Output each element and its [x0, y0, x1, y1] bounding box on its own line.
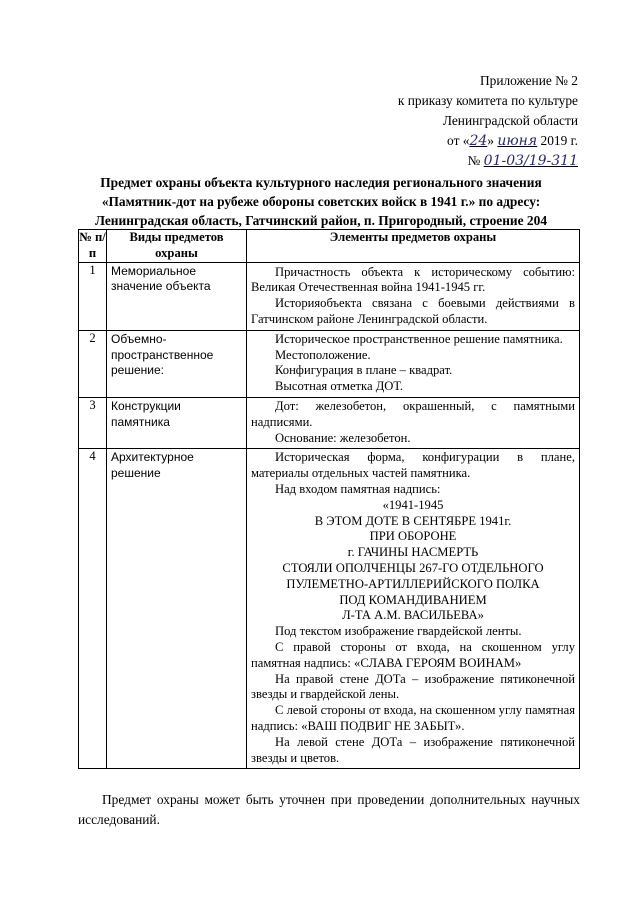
row-number: 2 — [79, 330, 107, 397]
element-text: На левой стене ДОТа – изображение пятиконечной звезды и цветов. — [251, 734, 575, 765]
row-number: 3 — [79, 397, 107, 448]
inscription-line: СТОЯЛИ ОПОЛЧЕНЦЫ 267-ГО ОТДЕЛЬНОГО — [282, 560, 544, 575]
inscription-line: В ЭТОМ ДОТЕ В СЕНТЯБРЕ 1941г. — [314, 513, 512, 528]
row-kind: Мемориальное значение объекта — [107, 262, 247, 330]
element-text: Дот: железобетон, окрашенный, с памятными надписями. — [251, 398, 575, 429]
inscription-line: «1941-1945 — [382, 497, 444, 512]
row-elements — [247, 449, 580, 769]
order-number — [398, 151, 578, 171]
element-text: Над входом памятная надпись: — [275, 481, 441, 496]
appendix-line: к приказу комитета по культуре — [397, 93, 578, 108]
element-text: На правой стене ДОТа – изображение пятиконечной звезды и гвардейской лены. — [251, 671, 575, 702]
element-text: Историческая форма, конфигурации в плане, материалы отдельных частей памятника. — [251, 450, 575, 481]
table-row — [79, 262, 580, 330]
header-elements: Элементы предметов охраны — [247, 230, 580, 263]
element-text: Конфигурация в плане – квадрат. — [275, 363, 453, 378]
number-prefix: № — [467, 153, 484, 168]
row-kind: Архитектурное решение — [107, 449, 247, 769]
inscription-line: ПОД КОМАНДИВАНИЕМ — [339, 592, 487, 607]
document-title — [62, 173, 580, 230]
date-year: 2019 г. — [537, 133, 578, 148]
date-prefix: от « — [447, 133, 470, 148]
table-row — [79, 449, 580, 769]
appendix-line: Ленинградской области — [442, 113, 578, 128]
element-text: Основание: железобетон. — [275, 430, 411, 445]
table-row — [79, 330, 580, 397]
row-elements — [247, 397, 580, 448]
element-text: Историческое пространственное решение памятника. — [275, 331, 563, 346]
header-num: № п/п — [79, 230, 107, 263]
title-line: Ленинградская область, Гатчинский район, п. Пригородный, строение 204 — [94, 213, 548, 228]
row-number: 4 — [79, 449, 107, 769]
appendix-line: Приложение № 2 — [479, 73, 578, 88]
handwritten-number: 01-03/19-311 — [483, 153, 578, 169]
table-header-row — [79, 230, 580, 263]
element-text: Историяобъекта связана с боевыми действиями в Гатчинском районе Ленинградской области. — [251, 296, 575, 326]
appendix-block — [398, 71, 578, 171]
header-kinds: Виды предметов охраны — [107, 230, 247, 263]
table-row — [79, 397, 580, 448]
element-text: Местоположение. — [275, 347, 371, 362]
row-kind: Конструкции памятника — [107, 397, 247, 448]
inscription-line: ПУЛЕМЕТНО-АРТИЛЛЕРИЙСКОГО ПОЛКА — [286, 576, 540, 591]
element-text: Под текстом изображение гвардейской ленты. — [275, 624, 522, 639]
row-elements — [247, 262, 580, 330]
row-number: 1 — [79, 262, 107, 330]
element-text: С левой стороны от входа, на скошенном углу памятная надпись: «ВАШ ПОДВИГ НЕ ЗАБЫТ». — [251, 703, 575, 733]
order-date — [398, 131, 578, 151]
protection-table — [78, 229, 580, 769]
inscription-line: ПРИ ОБОРОНЕ — [369, 529, 457, 544]
handwritten-day: 24 — [469, 133, 488, 149]
element-text: Высотная отметка ДОТ. — [275, 379, 403, 394]
element-text: Причастность объекта к историческому событию: Великая Отечественная война 1941-1945 гг. — [251, 264, 575, 295]
row-kind: Объемно-пространственное решение: — [107, 330, 247, 397]
handwritten-month: июня — [497, 133, 538, 149]
date-mid: » — [487, 133, 498, 148]
inscription-line: Л-ТА А.М. ВАСИЛЬЕВА» — [342, 608, 484, 623]
footer-note: Предмет охраны может быть уточнен при проведении дополнительных научных исследований. — [78, 792, 580, 827]
row-elements — [247, 330, 580, 397]
element-text: С правой стороны от входа, на скошенном углу памятная надпись: «СЛАВА ГЕРОЯМ ВОИНАМ» — [251, 639, 575, 670]
title-line: «Памятник-дот на рубеже обороны советских войск в 1941 г.» по адресу: — [101, 194, 541, 209]
title-line: Предмет охраны объекта культурного наследия регионального значения — [100, 175, 542, 190]
inscription-line: г. ГАЧИНЫ НАСМЕРТЬ — [347, 545, 479, 560]
